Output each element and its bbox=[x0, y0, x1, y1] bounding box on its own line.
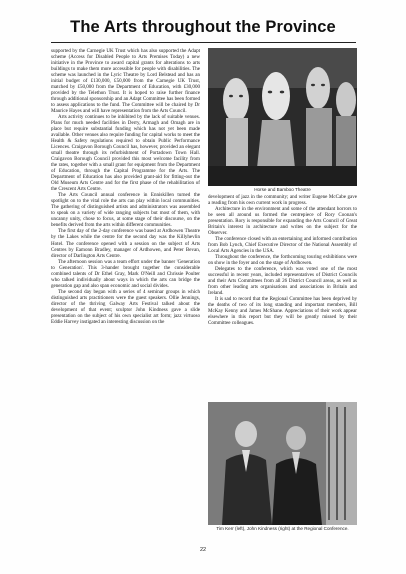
paragraph: The Arts Council annual conference in Enniskillen turned the spotlight on to the vital role the arts can play within local communities. The gathering of distinguished artists and administrators was assembled to speak on a variety of wide ranging subjects but most of them, with uncanny unity, chose to focus, at some stage of their discourse, on the benefits derived from the arts within different communities. bbox=[51, 192, 200, 229]
right-column bbox=[208, 194, 357, 400]
photo-regional-conference bbox=[208, 402, 357, 525]
page-number: 22 bbox=[199, 547, 207, 553]
photo-caption: Tim Kerr (left), John Kindness (right) at the Regional Conference. bbox=[216, 526, 349, 531]
page-title: The Arts throughout the Province bbox=[70, 18, 336, 36]
paragraph: It is sad to record that the Regional Committee has been deprived by the deaths of two of its long standing and important members, Bill McKay Kenny and James McShane. Appreciations of their work appear elsewhere in this report but they will be greatly missed by their Committee colleagues. bbox=[208, 296, 357, 327]
paragraph: supported by the Carnegie UK Trust which has also supported the Adapt scheme (Access for Disabled People to Arts Premises Today) a new initiative in the Province to award capital grants for alterations to arts buildings to make them more accessible for people with disabilities. The scheme was launched in the Lyric Theatre by Lord Belstead and has an initial budget of £130,000, £50,000 from the Carnegie UK Trust, matched by £50,000 from the Department of Education, with £30,000 provided by the Telethon Trust. It is hoped to raise further finance through additional sponsorship and an Adapt Committee has been formed to assess applications to the fund. The Committee will be chaired by Dr Maurice Hayes and will have representation from the Arts Council. bbox=[51, 48, 200, 115]
paragraph: Arts activity continues to be inhibited by the lack of suitable venues. Plans for much needed facilities in Derry, Armagh and Omagh are in place but require substantial funding which has not yet been made available. Other venues also require funding for capital works to meet the Health & Safety regulations required to obtain Public Performance Licences. Craigavon Borough Council has, however, provided an elegant small theatre through its refurbishment of Portadown Town Hall. Craigavon Borough Council provided this most welcome facility from the rates, together with a small grant for equipment from the Department of Education, through the Capital Programme for the Arts. The Department of Education has also provided grant-aid for fitting-out the Old Museum Arts Centre and for the first phase of the rehabilitation of the Crescent Arts Centre. bbox=[51, 114, 200, 193]
paragraph: Delegates to the conference, which was voted one of the most successful in recent years, included representatives of District Councils and their Arts Committees from all 26 District Council areas, as well as from other leading arts organisations and associations in Britain and Ireland. bbox=[208, 266, 357, 297]
title-rule bbox=[51, 42, 356, 43]
paragraph: Throughout the conference, the forthcoming touring exhibitions were on show in the foyer and on the stage of Ardhowen. bbox=[208, 254, 357, 267]
left-column bbox=[51, 48, 200, 542]
paragraph: The first day of the 2-day conference was based at Ardhowen Theatre by the Lakes while the centre for the second day was the Killyhevlin Hotel. The conference opened with a session on the subject of Arts Centres by Eamonn Bradley, manager of Ardhowen, and Peter Bevan, director of Darlington Arts Centre. bbox=[51, 228, 200, 259]
paragraph: The second day began with a series of 4 seminar groups in which distinguished arts practitioners were the guest speakers. Ollie Jennings, director of the thriving Galway Arts Festival talked about the development of that event; sculptor John Kindness gave a slide presentation on the subject of his own specialist art form; jazz virtuoso Eddie Harvey instigated an interesting discussion on the bbox=[51, 288, 200, 325]
paragraph: The conference closed with an entertaining and informed contribution from Bob Lynch, Chief Executive Director of the National Assembly of Local Arts Agencies in the USA. bbox=[208, 236, 357, 255]
photo-horse-and-bamboo-theatre bbox=[208, 48, 357, 186]
paragraph: Architecture in the environment and some of the attendant horrors to be seen all around us formed the centrepiece of Rory Coonan's presentation. Rory is responsible for expanding the Arts Council of Great Britain's interest in architecture and writes on the subject for the Observer. bbox=[208, 206, 357, 237]
paragraph: development of jazz in the community; and writer Eugene McCabe gave a reading from his own current work in progress. bbox=[208, 194, 357, 207]
paragraph: The afternoon session was a team effort under the banner 'Generation to Generation'. This 3-hander brought together the considerable combined talents of Dr Ethel Gray, Mark O'Neill and Chrissie Poulter who talked individually about ways in which the arts can bridge the generation gap and also span economic and social divides. bbox=[51, 258, 200, 289]
photo-caption: Horse and Bamboo Theatre bbox=[254, 187, 311, 192]
